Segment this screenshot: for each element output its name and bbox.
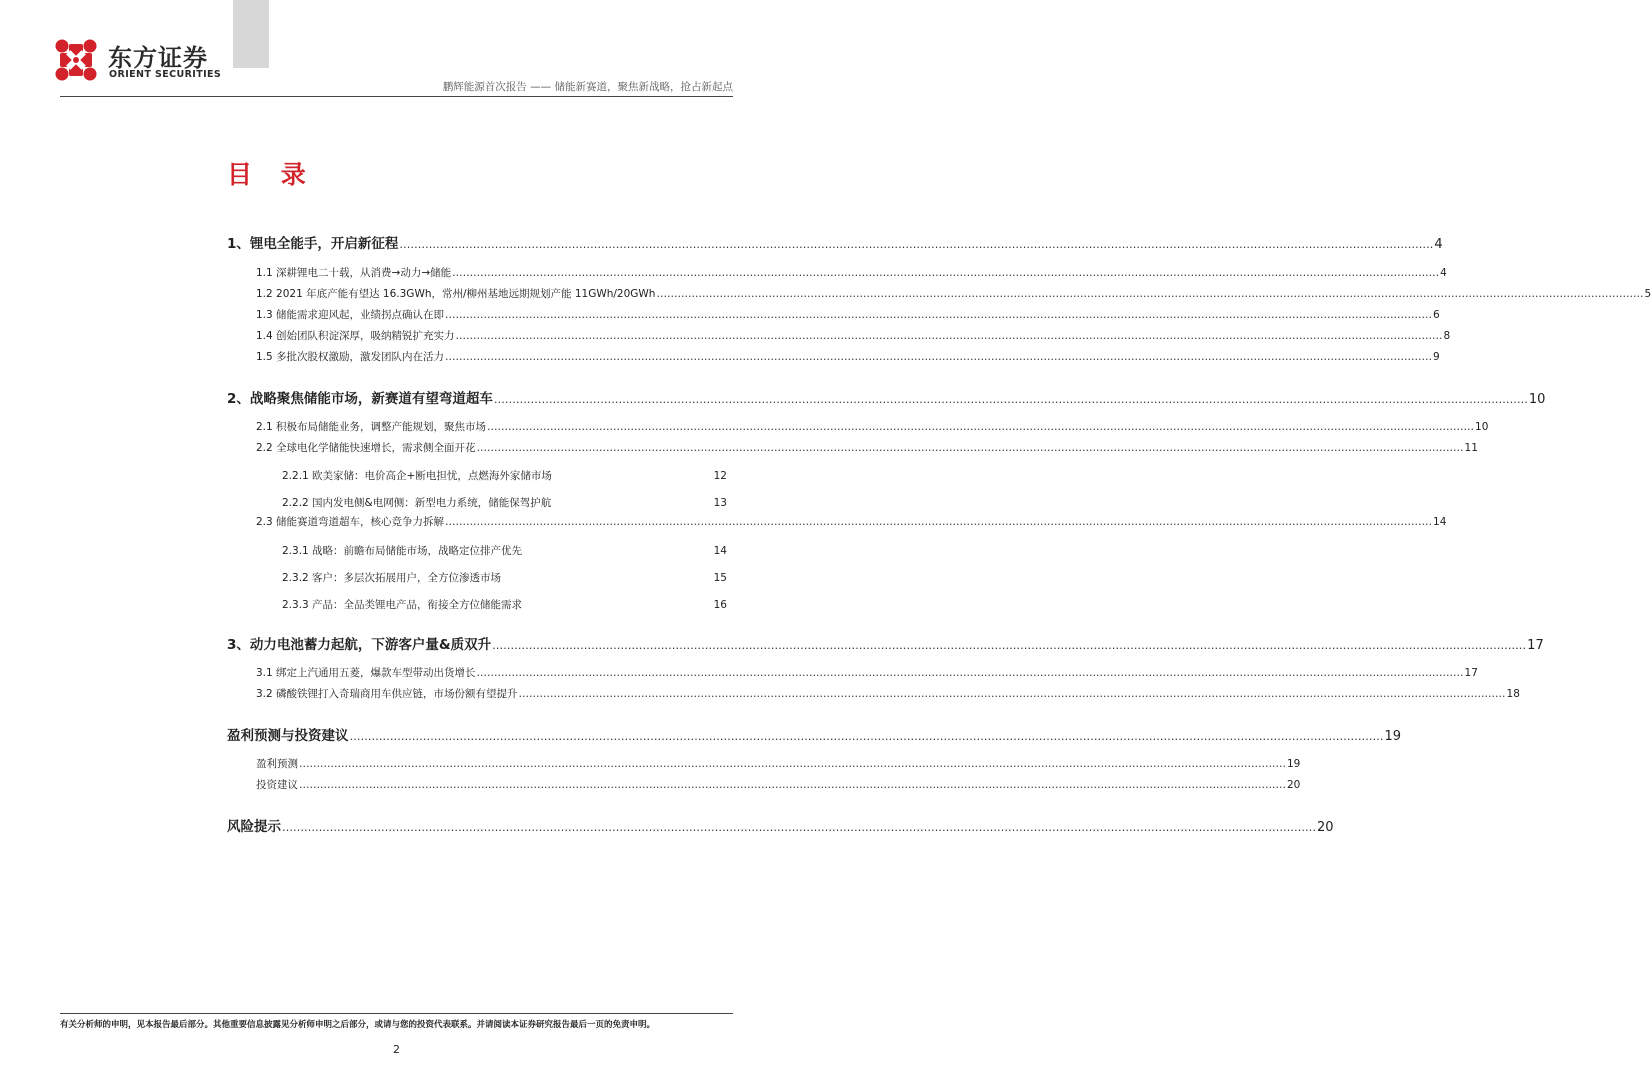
toc-entry-page: 14 [713,545,727,557]
toc-entry-label: 1.2 2021 年底产能有望达 16.3GWh，常州/柳州基地远期规划产能 11GWh/20GWh [256,288,656,300]
toc-entry-1-5[interactable] [256,349,1440,364]
toc-entry-risk[interactable] [227,815,1334,835]
toc-entry-label: 盈利预测与投资建议 [227,728,349,744]
toc-leader: ………………………………………………………………………………………………………………………………………………………………………………………………………………………………………………………… [299,779,1286,791]
toc-leader: ………………………………………………………………………………………………………………………………………………………………………………………………………………………………………………………… [445,351,1433,363]
toc-entry-page: 19 [1384,729,1402,744]
toc-entry-1-2[interactable] [256,286,1651,301]
toc-leader: ………………………………………………………………………………………………………………………………………………………………………………………………………………………………………………………… [492,639,1527,652]
toc-entry-3-2[interactable] [256,686,1520,701]
toc-entry-label: 盈利预测 [256,758,298,770]
toc-leader: ………………………………………………………………………………………………………………………………………………………………………………………………………………………………………………………… [487,421,1475,433]
toc-entry-page: 14 [1433,516,1447,528]
toc-entry-2-3-1[interactable] [282,543,727,558]
toc-entry-label: 风险提示 [227,819,281,835]
toc-entry-label: 2、战略聚焦储能市场，新赛道有望弯道超车 [227,391,493,407]
toc-entry-label: 2.2 全球电化学储能快速增长，需求侧全面开花 [256,442,476,454]
toc-leader: ………………………………………………………………………………………………………………………………………………………………………………………………………………………………………………………… [452,267,1440,279]
toc-entry-page: 16 [713,599,727,611]
toc-entry-label: 2.3.3 产品：全品类锂电产品，衔接全方位储能需求 [282,599,523,611]
toc-entry-label: 1.5 多批次股权激励，激发团队内在活力 [256,351,445,363]
toc-entry-2-3[interactable] [256,514,1447,529]
toc-leader: ………………………………………………………………………………………………………………………………………………………………………………………………………………………………………………………… [445,309,1433,321]
toc-leader: ………………………………………………………………………………………………………………………………………………………………………………………………………………………………………………………… [476,667,1464,679]
toc-entry-page: 19 [1287,758,1301,770]
toc-leader: ………………………………………………………………………………………………………………………………………………………………………………………………………………………………………………………… [282,821,1316,834]
toc-entry-1-4[interactable] [256,328,1451,343]
toc-entry-label: 2.2.2 国内发电侧&电网侧：新型电力系统，储能保驾护航 [282,497,552,509]
toc-entry-label: 2.3.2 客户：多层次拓展用户，全方位渗透市场 [282,572,502,584]
toc-leader: ………………………………………………………………………………………………………………………………………………………………………………………………………………………………………………………… [399,238,1434,251]
toc-entry-label: 2.3.1 战略：前瞻布局储能市场，战略定位排产优先 [282,545,523,557]
toc-entry-page: 17 [1464,667,1478,679]
toc-entry-label: 1.1 深耕锂电二十载，从消费→动力→储能 [256,267,452,279]
toc-entry-page: 4 [1434,237,1443,252]
toc-entry-label: 1、锂电全能手，开启新征程 [227,236,399,252]
toc-entry-page: 6 [1433,309,1440,321]
toc-leader: ………………………………………………………………………………………………………………………………………………………………………………………………………………………………………………………… [445,516,1433,528]
toc-leader: ………………………………………………………………………………………………………………………………………………………………………………………………………………………………………………………… [299,758,1286,770]
toc-entry-page: 10 [1528,392,1546,407]
toc-entry-3[interactable] [227,633,1544,653]
toc-entry-1[interactable] [227,232,1443,252]
toc-entry-label: 2.1 积极布局储能业务，调整产能规划，聚焦市场 [256,421,487,433]
toc-leader: ………………………………………………………………………………………………………………………………………………………………………………………………………………………………………………………… [493,393,1528,406]
page-number: 2 [393,1043,400,1056]
toc-entry-label: 1.3 储能需求迎风起，业绩拐点确认在即 [256,309,445,321]
toc-entry-page: 13 [713,497,727,509]
toc-entry-label: 3.2 磷酸铁锂打入奇瑞商用车供应链，市场份额有望提升 [256,688,518,700]
brand-name-en: ORIENT SECURITIES [109,69,222,80]
toc-entry-page: 20 [1287,779,1301,791]
toc-entry-1-3[interactable] [256,307,1440,322]
toc-entry-page: 12 [713,470,727,482]
footer-divider [60,1013,733,1014]
toc-entry-label: 2.2.1 欧美家储：电价高企+断电担忧，点燃海外家储市场 [282,470,552,482]
toc-entry-page: 15 [713,572,727,584]
toc-entry-2-3-2[interactable] [282,570,727,585]
toc-entry-label: 3、动力电池蓄力起航，下游客户量&质双升 [227,637,492,653]
toc-entry-2[interactable] [227,387,1546,407]
toc-entry-forecast[interactable] [256,756,1301,771]
toc-entry-advice[interactable] [256,777,1301,792]
toc-entry-page: 20 [1317,820,1334,835]
toc-entry-page: 8 [1443,330,1451,342]
toc-entry-1-1[interactable] [256,265,1447,280]
footer-disclaimer: 有关分析师的申明，见本报告最后部分。其他重要信息披露见分析师申明之后部分，或请与您的投资代表联系。并请阅读本证券研究报告最后一页的免责申明。 [60,1020,656,1030]
toc-entry-3-1[interactable] [256,665,1478,680]
toc-leader: ………………………………………………………………………………………………………………………………………………………………………………………………………………………………………………………… [476,442,1464,454]
orient-securities-logo-icon [52,36,100,84]
toc-entry-2-2-2[interactable] [282,495,727,510]
brand-name-cn: 东方证券 [108,44,208,72]
toc-entry-2-3-3[interactable] [282,597,727,612]
toc-entry-page: 4 [1440,267,1447,279]
report-header-title: 鹏辉能源首次报告 —— 储能新赛道，聚焦新战略，抢占新起点 [442,81,733,93]
toc-entry-label: 投资建议 [256,779,298,791]
toc-leader: ………………………………………………………………………………………………………………………………………………………………………………………………………………………………………………………… [455,330,1443,342]
toc-entry-2-1[interactable] [256,419,1489,434]
toc-entry-page: 9 [1433,351,1440,363]
toc-entry-page: 10 [1475,421,1489,433]
toc-leader: ………………………………………………………………………………………………………………………………………………………………………………………………………………………………………………………… [518,688,1506,700]
toc-leader: ………………………………………………………………………………………………………………………………………………………………………………………………………………………………………………………… [656,288,1644,300]
toc-entry-2-2-1[interactable] [282,468,727,483]
toc-leader: ………………………………………………………………………………………………………………………………………………………………………………………………………………………………………………………… [349,730,1384,743]
toc-entry-forecast-advice[interactable] [227,724,1402,744]
toc-entry-page: 17 [1527,638,1544,653]
toc-entry-label: 2.3 储能赛道弯道超车，核心竞争力拆解 [256,516,445,528]
toc-entry-page: 18 [1506,688,1520,700]
toc-entry-page: 5 [1644,288,1651,300]
toc-entry-2-2[interactable] [256,440,1478,455]
toc-entry-label: 1.4 创始团队积淀深厚，吸纳精锐扩充实力 [256,330,455,342]
logo [52,36,242,84]
toc-entry-page: 11 [1464,442,1478,454]
toc-title: 目 录 [227,160,316,189]
toc-entry-label: 3.1 绑定上汽通用五菱，爆款车型带动出货增长 [256,667,476,679]
header-divider [60,96,733,97]
